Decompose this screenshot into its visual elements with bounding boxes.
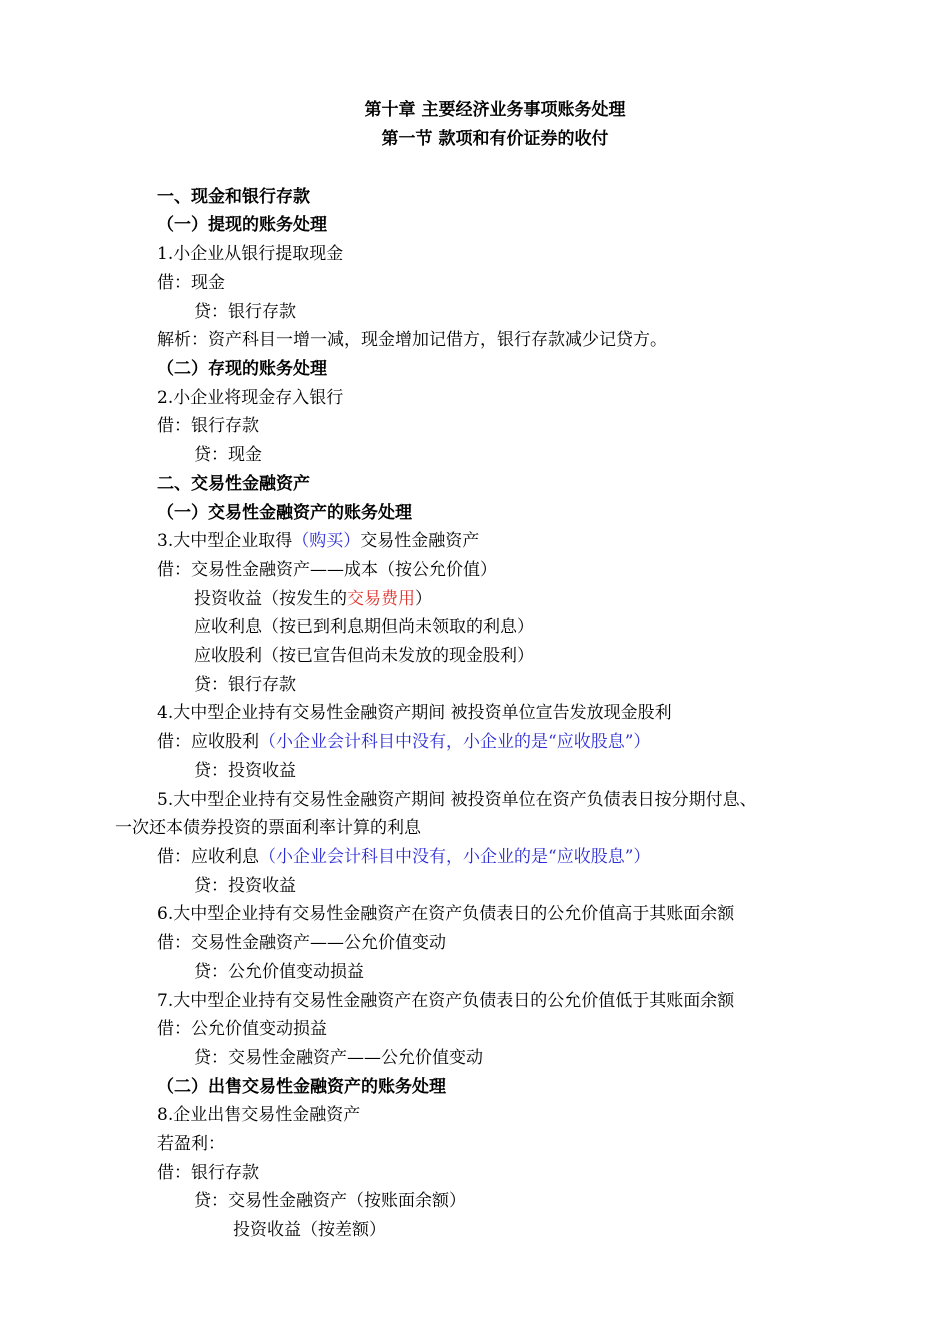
item-2: 2.小企业将现金存入银行 (157, 388, 344, 408)
item-2-debit: 借：银行存款 (157, 416, 259, 436)
item-4-debit-text: 借：应收股利 (157, 732, 259, 752)
item-6-debit: 借：交易性金融资产——公允价值变动 (157, 933, 446, 953)
item-8-debit: 借：银行存款 (157, 1163, 259, 1183)
item-4-note: （小企业会计科目中没有，小企业的是“应收股息”） (259, 732, 651, 752)
item-4: 4.大中型企业持有交易性金融资产期间 被投资单位宣告发放现金股利 (157, 703, 672, 723)
subheading-sale: （二）出售交易性金融资产的账务处理 (157, 1077, 446, 1097)
heading-cash-bank: 一、现金和银行存款 (157, 187, 310, 207)
item-3 (157, 530, 479, 552)
item-5-line-1: 5.大中型企业持有交易性金融资产期间 被投资单位在资产负债表日按分期付息、 (157, 790, 757, 810)
subheading-trading-assets: （一）交易性金融资产的账务处理 (157, 503, 412, 523)
subheading-withdrawal: （一）提现的账务处理 (157, 215, 327, 235)
item-1-credit: 贷：银行存款 (194, 302, 296, 322)
item-7-debit: 借：公允价值变动损益 (157, 1019, 327, 1039)
item-3-text-c: 交易性金融资产 (360, 531, 480, 551)
item-7: 7.大中型企业持有交易性金融资产在资产负债表日的公允价值低于其账面余额 (157, 991, 735, 1011)
item-8-credit-1: 贷：交易性金融资产（按账面余额） (194, 1191, 466, 1211)
item-3-investment-income (194, 588, 432, 610)
item-5-note: （小企业会计科目中没有，小企业的是“应收股息”） (259, 847, 651, 867)
item-8-credit-2: 投资收益（按差额） (233, 1220, 386, 1240)
item-5-line-2: 一次还本债券投资的票面利率计算的利息 (115, 818, 421, 838)
item-2-credit: 贷：现金 (194, 445, 262, 465)
item-3-highlight-purchase: （购买） (292, 531, 361, 551)
item-8-condition: 若盈利： (157, 1134, 225, 1154)
chapter-title: 第十章 主要经济业务事项账务处理 (364, 100, 626, 120)
subheading-deposit: （二）存现的账务处理 (157, 359, 327, 379)
item-1-debit: 借：现金 (157, 273, 225, 293)
item-3-credit: 贷：银行存款 (194, 675, 296, 695)
item-5-credit: 贷：投资收益 (194, 876, 296, 896)
section-title: 第一节 款项和有价证券的收付 (381, 129, 609, 149)
item-3-dividend-receivable: 应收股利（按已宣告但尚未发放的现金股利） (194, 646, 534, 666)
item-3-line2-a: 投资收益（按发生的 (194, 589, 347, 609)
heading-trading-assets: 二、交易性金融资产 (157, 474, 310, 494)
item-3-text-a: 3.大中型企业取得 (157, 531, 293, 551)
item-3-line2-c: ） (415, 589, 432, 609)
item-4-debit (157, 731, 650, 753)
item-8: 8.企业出售交易性金融资产 (157, 1105, 361, 1125)
item-1: 1.小企业从银行提取现金 (157, 244, 344, 264)
item-3-highlight-fees: 交易费用 (347, 589, 415, 609)
item-7-credit: 贷：交易性金融资产——公允价值变动 (194, 1048, 483, 1068)
item-3-interest-receivable: 应收利息（按已到利息期但尚未领取的利息） (194, 617, 534, 637)
item-6: 6.大中型企业持有交易性金融资产在资产负债表日的公允价值高于其账面余额 (157, 904, 735, 924)
item-4-credit: 贷：投资收益 (194, 761, 296, 781)
item-5-debit (157, 846, 650, 868)
item-1-analysis: 解析：资产科目一增一减，现金增加记借方，银行存款减少记贷方。 (157, 330, 667, 350)
item-5-debit-text: 借：应收利息 (157, 847, 259, 867)
item-3-debit: 借：交易性金融资产——成本（按公允价值） (157, 560, 497, 580)
item-6-credit: 贷：公允价值变动损益 (194, 962, 364, 982)
